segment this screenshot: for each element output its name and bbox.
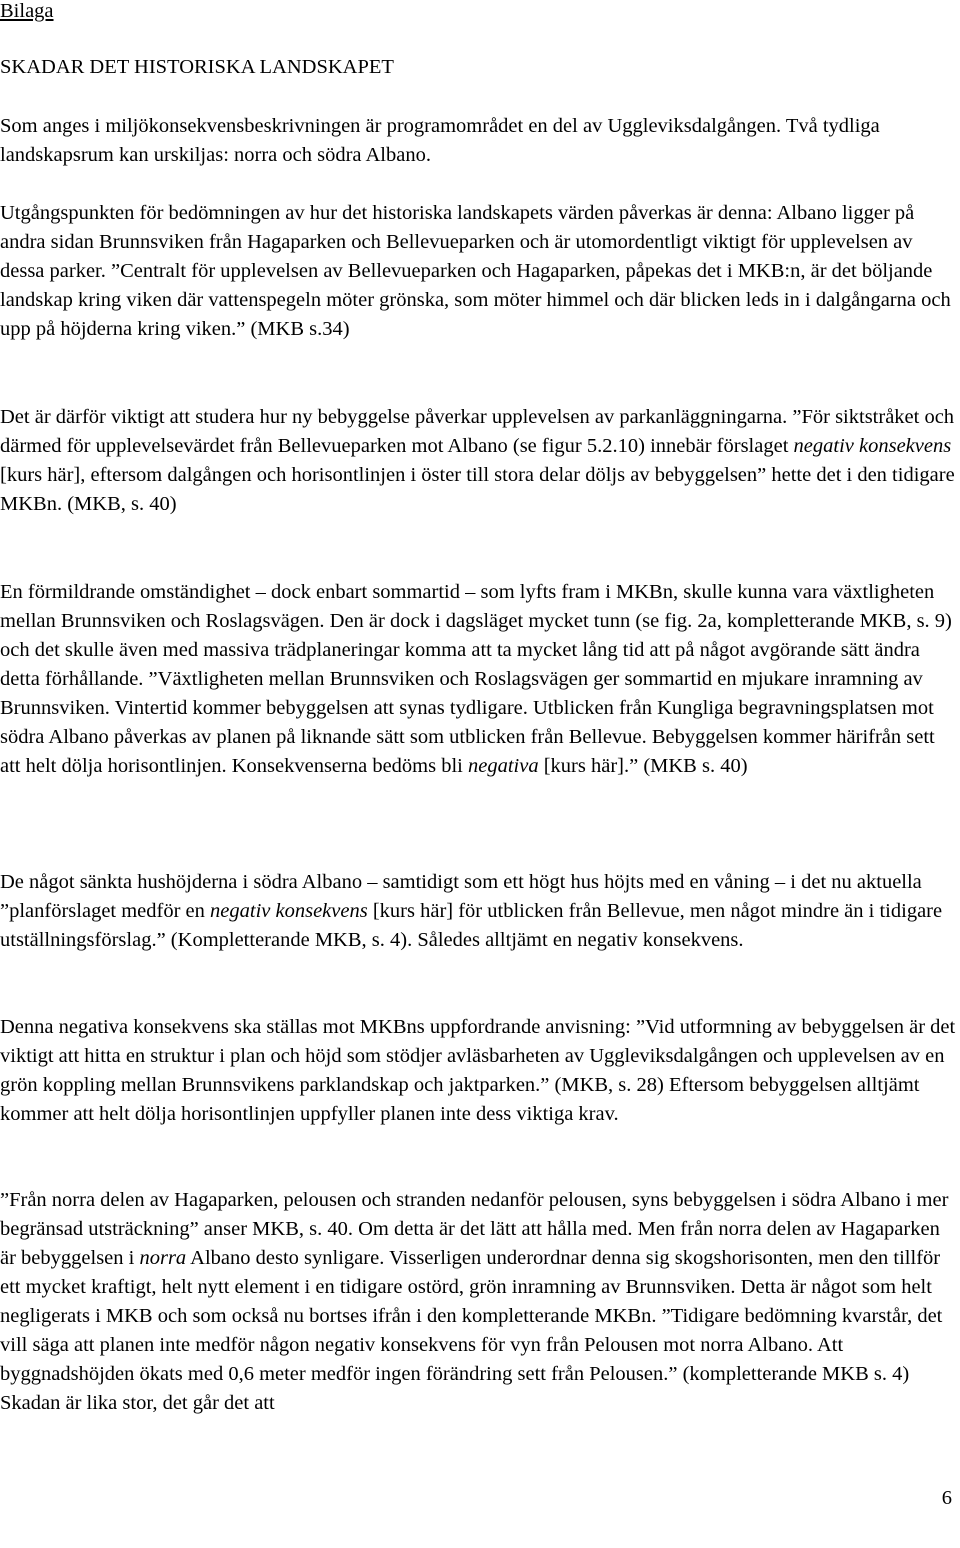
italic-emphasis: negativa [468, 755, 539, 777]
paragraph-mkb-directive [0, 1013, 958, 1129]
page-number: 6 [941, 1487, 952, 1509]
paragraph-text: [kurs här], eftersom dalgången och horisontlinjen i öster till stora delar döljs av bebyggelsen” hette det i den tidigare MKBn. (MKB, s. 40) [0, 464, 955, 515]
italic-emphasis: norra [139, 1247, 187, 1269]
paragraph-hagaparken [0, 1186, 958, 1418]
paragraph-mitigating [0, 578, 958, 781]
paragraph-text: Utgångspunkten för bedömningen av hur det historiska landskapets värden påverkas är denna: Albano ligger på andra sidan Brunnsviken från Hagaparken och Bellevueparken och är utomordentligt viktigt för upplevelsen av dessa parker. ”Centralt för upplevelsen av Bellevueparken och Hagaparken, påpekas det i MKB:n, är det böljande landskap kring viken där vattenspegeln möter grönska, som möter himmel och där blicken leds in i dalgångarna och upp på höjderna kring viken.” (MKB s.34) [0, 202, 951, 340]
paragraph-text: En förmildrande omständighet – dock enbart sommartid – som lyfts fram i MKBn, skulle kunna vara växtligheten mellan Brunnsviken och Roslagsvägen. Den är dock i dagsläget mycket tunn (se fig. 2a, kompletterande MKB, s. 9) och det skulle även med massiva trädplaneringar komma att ta mycket lång tid att på något avgörande sätt ändra detta förhållande. ”Växtligheten mellan Brunnsviken och Roslagsvägen ger sommartid en mjukare inramning av Brunnsviken. Vintertid kommer bebyggelsen att synas tydligare. Utblicken från Kungliga begravningsplatsen mot södra Albano påverkas av planen på liknande sätt som utblicken från Bellevue. Bebyggelsen kommer härifrån sett att helt dölja horisontlinjen. Konsekvenserna bedöms bli [0, 581, 952, 777]
paragraph-lowered-heights [0, 868, 958, 955]
section-title: SKADAR DET HISTORISKA LANDSKAPET [0, 56, 394, 78]
paragraph-text: ”Från norra delen av Hagaparken, pelousen och stranden nedanför pelousen, syns bebyggelsen i södra Albano i mer begränsad utsträckning” anser MKB, s. 40. Om detta är det lätt att hålla med. Men från norra delen av Hagaparken är bebyggelsen i [0, 1189, 949, 1269]
paragraph-text: [kurs här].” (MKB s. 40) [538, 755, 748, 777]
paragraph-study [0, 403, 958, 519]
paragraph-intro [0, 112, 958, 170]
paragraph-text: [kurs här] för utblicken från Bellevue, men något mindre än i tidigare utställningsförslag.” (Kompletterande MKB, s. 4). Således alltjämt en negativ konsekvens. [0, 900, 943, 951]
paragraph-text: Denna negativa konsekvens ska ställas mot MKBns uppfordrande anvisning: ”Vid utformning av bebyggelsen är det viktigt att hitta en struktur i plan och höjd som stödjer avläsbarheten av Uggleviksdalgången och upplevelsen av en grön koppling mellan Brunnsvikens parklandskap och jaktparken.” (MKB, s. 28) Eftersom bebyggelsen alltjämt kommer att helt dölja horisontlinjen uppfyller planen inte dess viktiga krav. [0, 1016, 956, 1125]
paragraph-text: Det är därför viktigt att studera hur ny bebyggelse påverkar upplevelsen av parkanläggningarna. ”För siktstråket och därmed för upplevelsevärdet från Bellevueparken mot Albano (se figur 5.2.10) innebär förslaget [0, 406, 955, 457]
paragraph-text: De något sänkta hushöjderna i södra Albano – samtidigt som ett högt hus höjts med en våning – i det nu aktuella ”planförslaget medför en [0, 871, 922, 922]
paragraph-text: Som anges i miljökonsekvensbeskrivningen är programområdet en del av Uggleviksdalgången. Två tydliga landskapsrum kan urskiljas: norra och södra Albano. [0, 115, 880, 166]
bilaga-link[interactable]: Bilaga [0, 0, 54, 22]
italic-emphasis: negativ konsekvens [793, 435, 952, 457]
paragraph-starting-point [0, 199, 958, 344]
paragraph-text: Albano desto synligare. Visserligen underordnar denna sig skogshorisonten, men den tillför ett mycket kraftigt, helt nytt element i en tidigare ostörd, grön inramning av Brunnsviken. Detta är något som helt negligerats i MKB och som också nu bortses ifrån i den kompletterande MKBn. ”Tidigare bedömning kvarstår, det vill säga att planen inte medför någon negativ konsekvens för vyn från Pelousen mot norra Albano. Att byggnadshöjden ökats med 0,6 meter medför ingen förändring sett från Pelousen.” (kompletterande MKB s. 4) Skadan är lika stor, det går det att [0, 1247, 943, 1414]
italic-emphasis: negativ konsekvens [210, 900, 368, 922]
